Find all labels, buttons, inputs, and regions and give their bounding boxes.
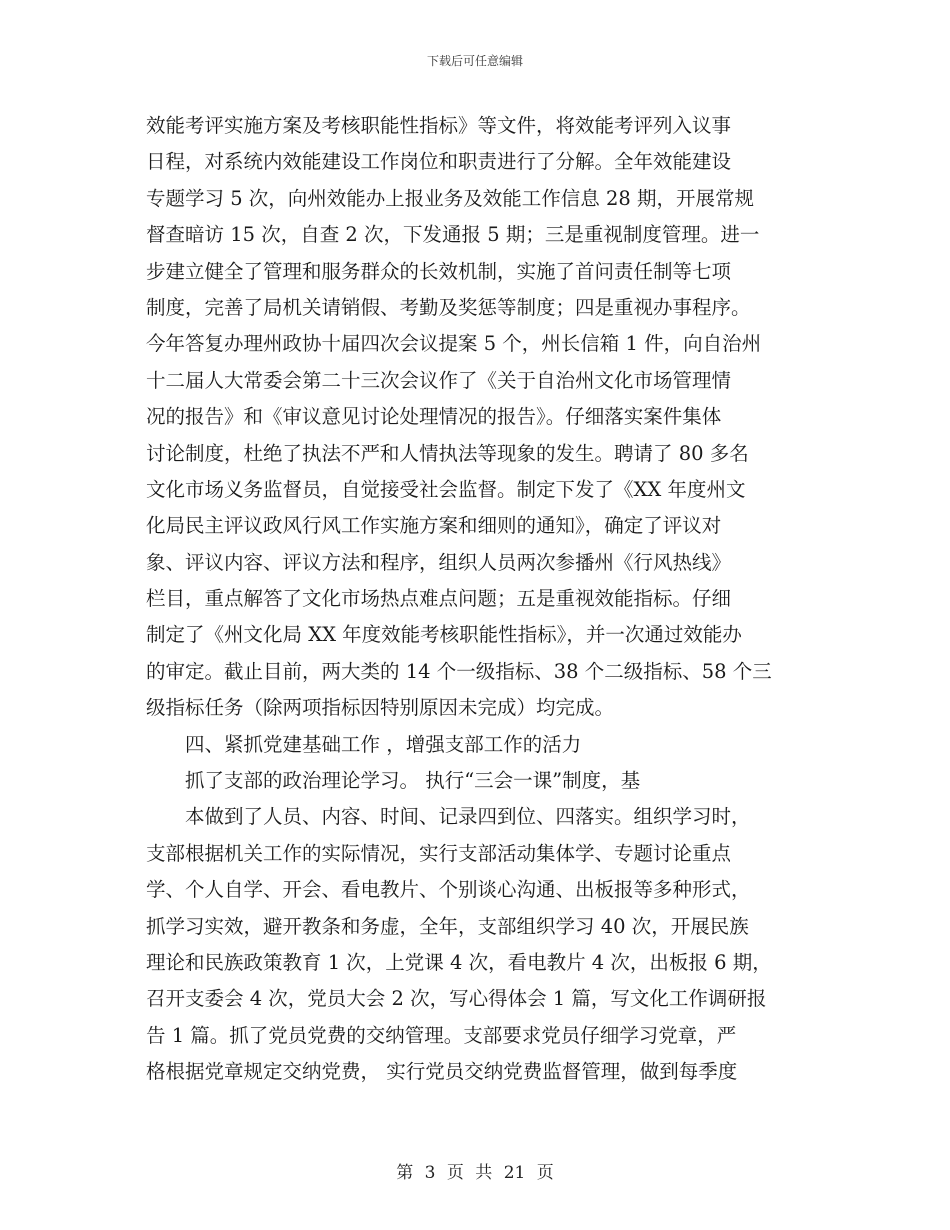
body-line: 化局民主评议政风行风工作实施方案和细则的通知》，确定了评议对 — [146, 514, 722, 538]
body-line: 今年答复办理州政协十届四次会议提案 5 个，州长信箱 1 件，向自治州 — [146, 332, 762, 356]
body-line: 讨论制度，杜绝了执法不严和人情执法等现象的发生。聘请了 80 多名 — [146, 441, 749, 465]
page-number-footer: 第 3 页 共 21 页 — [396, 1163, 554, 1183]
body-line: 的审定。截止目前，两大类的 14 个一级指标、38 个二级指标、58 个三 — [146, 659, 772, 683]
body-line: 况的报告》和《审议意见讨论处理情况的报告》。仔细落实案件集体 — [146, 405, 722, 429]
body-line: 抓学习实效，避开教条和务虚，全年，支部组织学习 40 次，开展民族 — [146, 914, 749, 938]
body-line: 步建立健全了管理和服务群众的长效机制，实施了首问责任制等七项 — [146, 259, 732, 283]
body-line: 象、评议内容、评议方法和程序，组织人员两次参播州《行风热线》 — [146, 550, 732, 574]
body-line: 支部根据机关工作的实际情况，实行支部活动集体学、专题讨论重点 — [146, 841, 732, 865]
body-line: 理论和民族政策教育 1 次，上党课 4 次，看电教片 4 次，出板报 6 期， — [146, 950, 772, 974]
body-line: 专题学习 5 次，向州效能办上报业务及效能工作信息 28 期，开展常规 — [146, 186, 755, 210]
body-line: 效能考评实施方案及考核职能性指标》等文件，将效能考评列入议事 — [146, 114, 732, 137]
body-line: 告 1 篇。抓了党员党费的交纳管理。支部要求党员仔细学习党章，严 — [146, 1023, 737, 1047]
body-line: 召开支委会 4 次，党员大会 2 次，写心得体会 1 篇，写文化工作调研报 — [146, 987, 767, 1011]
body-line: 栏目，重点解答了文化市场热点难点问题；五是重视效能指标。仔细 — [146, 587, 732, 611]
body-line: 制定了《州文化局 XX 年度效能考核职能性指标》，并一次通过效能办 — [146, 623, 742, 647]
paragraph-start-line: 本做到了人员、内容、时间、记录四到位、四落实。组织学习时， — [185, 805, 751, 829]
body-line: 十二届人大常委会第二十三次会议作了《关于自治州文化市场管理情 — [146, 368, 732, 392]
body-line: 级指标任务（除两项指标因特别原因未完成）均完成。 — [146, 696, 615, 720]
document-body — [146, 108, 808, 1091]
body-line: 格根据党章规定交纳党费， 实行党员交纳党费监督管理，做到每季度 — [146, 1060, 738, 1084]
body-line: 文化市场义务监督员，自觉接受社会监督。制定下发了《XX 年度州文 — [146, 477, 746, 501]
body-line: 督查暗访 15 次，自查 2 次，下发通报 5 期；三是重视制度管理。进一 — [146, 223, 760, 247]
body-line: 日程，对系统内效能建设工作岗位和职责进行了分解。全年效能建设 — [146, 150, 732, 174]
page-header: 下载后可任意编辑 — [426, 54, 523, 68]
body-line: 制度，完善了局机关请销假、考勤及奖惩等制度；四是重视办事程序。 — [146, 295, 751, 319]
body-line: 学、个人自学、开会、看电教片、个别谈心沟通、出板报等多种形式， — [146, 878, 751, 902]
paragraph-start-line: 抓了支部的政治理论学习。 执行“三会一课”制度，基 — [185, 769, 641, 793]
section-heading: 四、紧抓党建基础工作 ，增强支部工作的活力 — [185, 732, 582, 756]
